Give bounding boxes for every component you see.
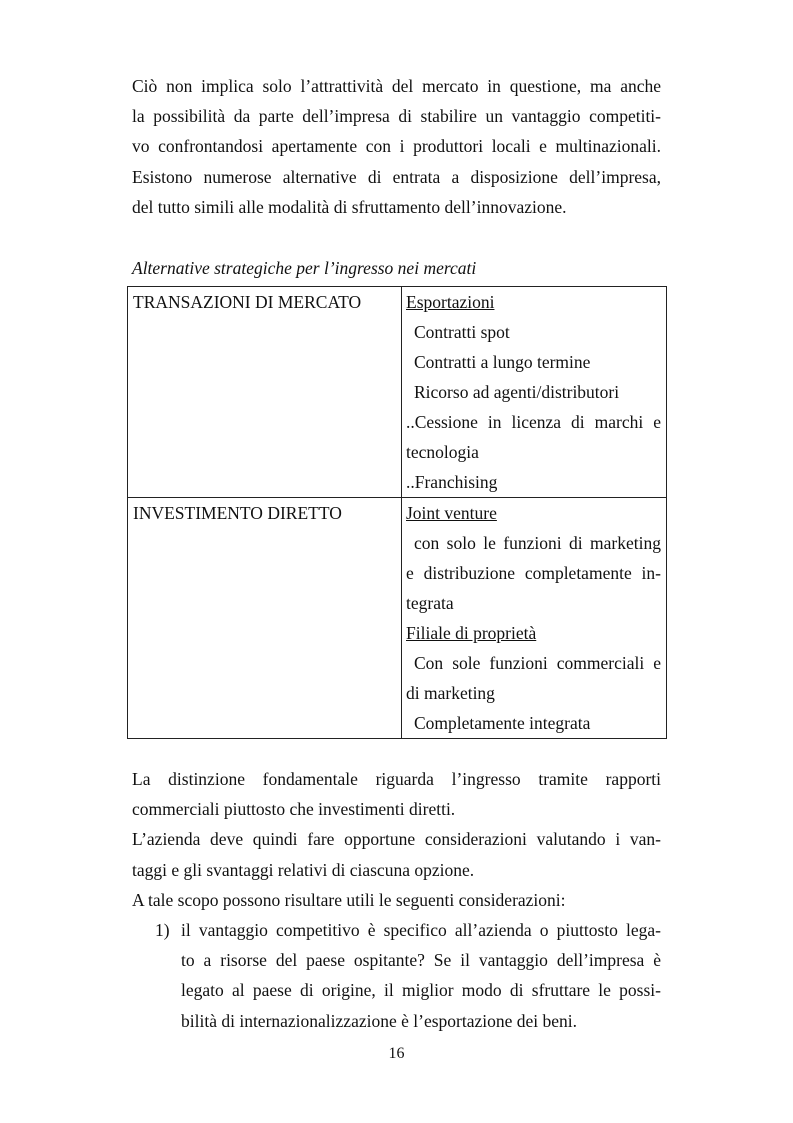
text-line: Esistono numerose alternative di entrata a disposizione dell’impresa, bbox=[132, 166, 661, 187]
detail-line: Ricorso ad agenti/distributori bbox=[414, 382, 620, 402]
category-label: INVESTIMENTO DIRETTO bbox=[133, 503, 342, 523]
text-line: bilità di internazionalizzazione è l’esportazione dei beni. bbox=[181, 1010, 578, 1031]
detail-line: tecnologia bbox=[406, 442, 479, 462]
body-paragraph bbox=[132, 764, 661, 915]
text-line: il vantaggio competitivo è specifico all’azienda o piuttosto lega- bbox=[181, 920, 661, 940]
detail-line: ..Cessione in licenza di marchi e bbox=[406, 412, 661, 432]
list-number: 1) bbox=[155, 920, 170, 940]
table-category-cell bbox=[128, 498, 402, 739]
detail-line: ..Franchising bbox=[406, 472, 498, 492]
text-line: taggi e gli svantaggi relativi di ciascuna opzione. bbox=[132, 859, 475, 880]
table-detail-cell bbox=[402, 287, 667, 498]
table-category-cell bbox=[128, 287, 402, 498]
table-detail-cell bbox=[402, 498, 667, 739]
text-line: A tale scopo possono risultare utili le seguenti considerazioni: bbox=[132, 889, 566, 910]
table-caption: Alternative strategiche per l’ingresso nei mercati bbox=[132, 258, 477, 278]
detail-line: Contratti spot bbox=[414, 322, 510, 342]
text-line: del tutto simili alle modalità di sfruttamento dell’innovazione. bbox=[132, 196, 567, 217]
detail-line: tegrata bbox=[406, 593, 454, 613]
strategy-table bbox=[127, 286, 667, 739]
table-row bbox=[128, 498, 667, 739]
text-line: La distinzione fondamentale riguarda l’ingresso tramite rapporti bbox=[132, 769, 661, 789]
subheading: Joint venture bbox=[406, 503, 497, 523]
detail-line: Contratti a lungo termine bbox=[414, 352, 591, 372]
page-number: 16 bbox=[388, 1045, 405, 1062]
text-line: L’azienda deve quindi fare opportune considerazioni valutando i van- bbox=[132, 829, 661, 850]
detail-line: Completamente integrata bbox=[414, 713, 591, 733]
text-line: commerciali piuttosto che investimenti diretti. bbox=[132, 799, 456, 820]
subheading: Esportazioni bbox=[406, 292, 495, 312]
list-item-text bbox=[181, 915, 661, 1036]
table-row bbox=[128, 287, 667, 498]
category-label: TRANSAZIONI DI MERCATO bbox=[133, 292, 362, 312]
text-line: to a risorse del paese ospitante? Se il vantaggio dell’impresa è bbox=[181, 950, 661, 971]
detail-line: Con sole funzioni commerciali e bbox=[414, 653, 661, 673]
detail-line: di marketing bbox=[406, 683, 495, 703]
intro-paragraph bbox=[132, 71, 661, 222]
text-line: Ciò non implica solo l’attrattività del mercato in questione, ma anche bbox=[132, 76, 661, 96]
text-line: legato al paese di origine, il miglior modo di sfruttare le possi- bbox=[181, 980, 661, 1001]
text-line: vo confrontandosi apertamente con i produttori locali e multinazionali. bbox=[132, 136, 661, 157]
text-line: la possibilità da parte dell’impresa di stabilire un vantaggio competiti- bbox=[132, 106, 661, 127]
detail-line: e distribuzione completamente in- bbox=[406, 563, 661, 583]
detail-line: con solo le funzioni di marketing bbox=[414, 533, 661, 553]
subheading: Filiale di proprietà bbox=[406, 623, 537, 643]
